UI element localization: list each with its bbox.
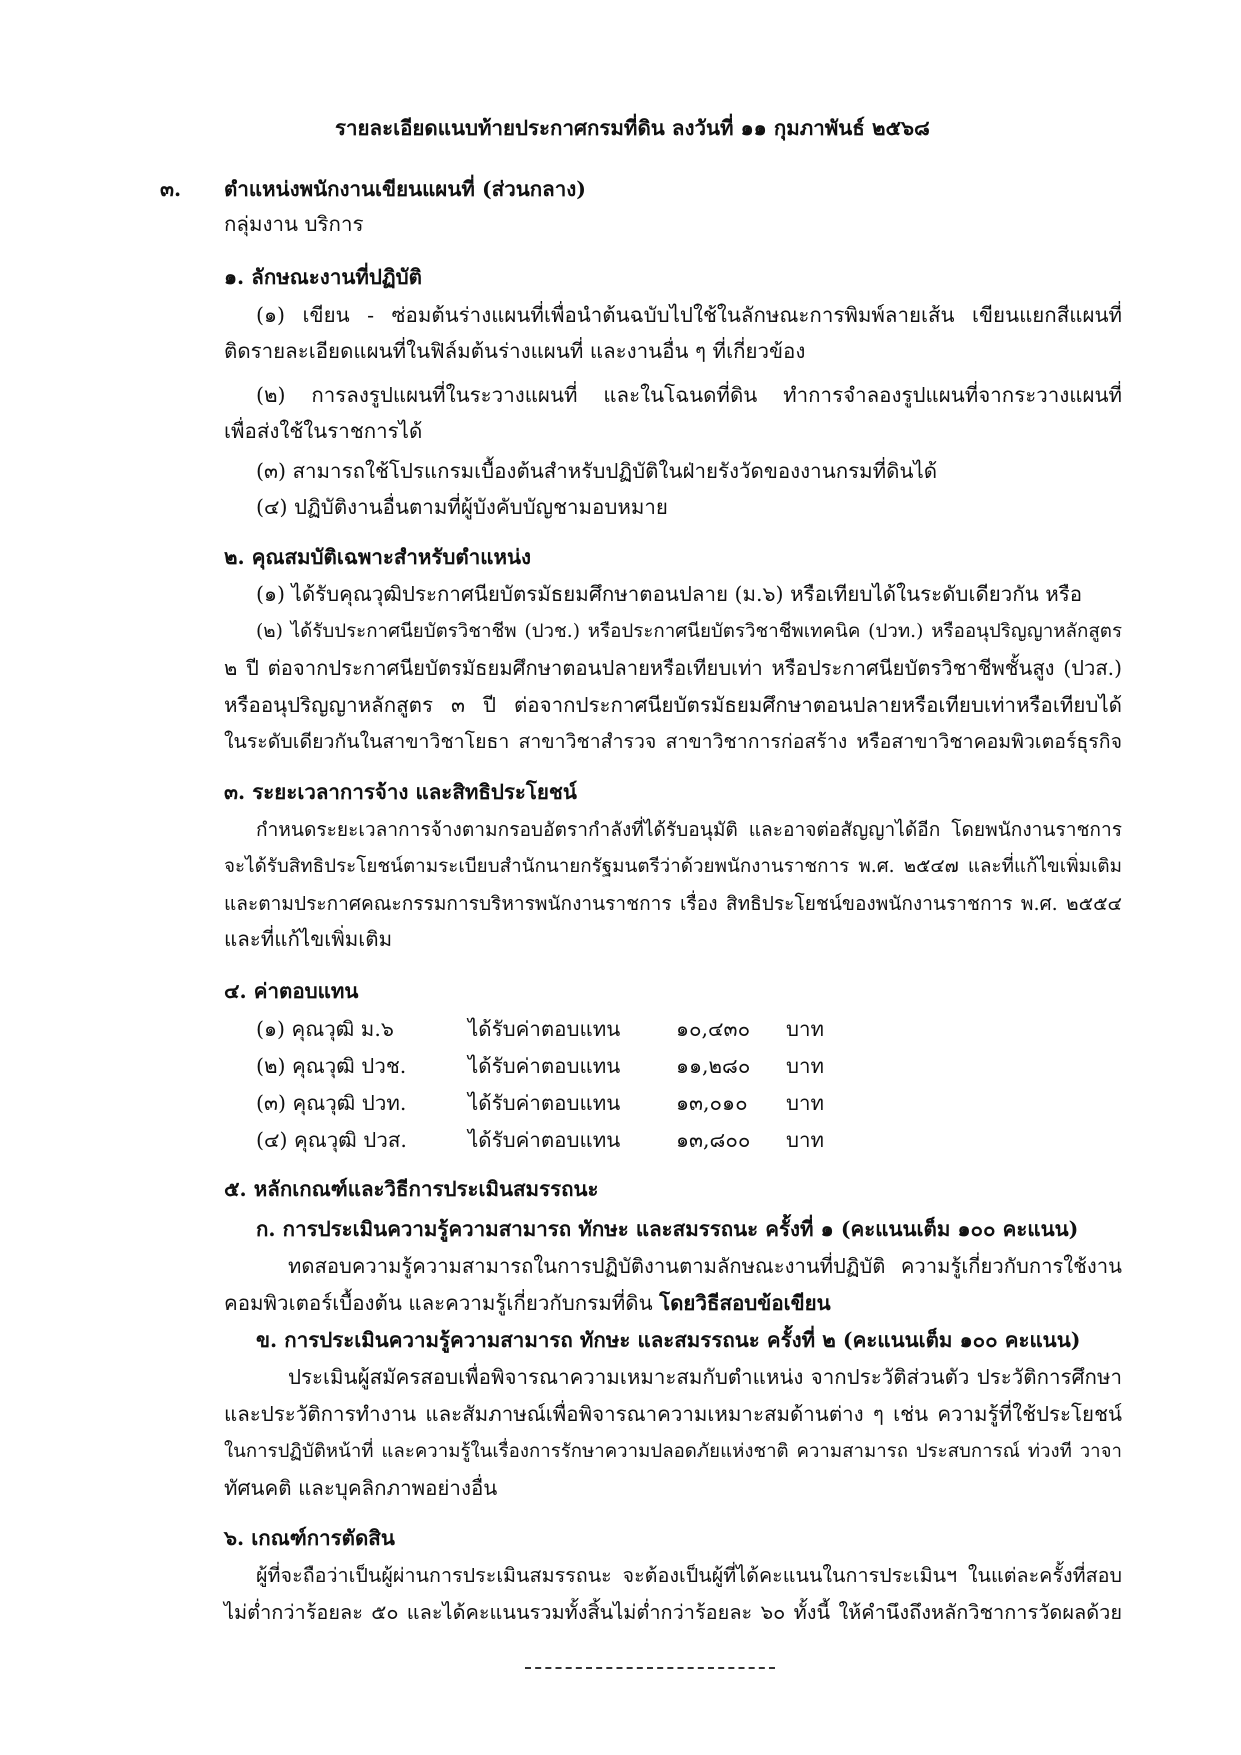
pay-qualification: (๓) คุณวุฒิ ปวท.: [256, 1091, 407, 1115]
section-5b-para-line-1: ประเมินผู้สมัครสอบเพื่อพิจารณาความเหมาะสมกับตำแหน่ง จากประวัติส่วนตัว ประวัติการศึกษา: [288, 1365, 1122, 1389]
section-1-heading: ๑. ลักษณะงานที่ปฏิบัติ: [224, 265, 422, 289]
section-1-item-3: (๓) สามารถใช้โปรแกรมเบื้องต้นสำหรับปฏิบัติในฝ่ายรังวัดของงานกรมที่ดินได้: [256, 459, 938, 483]
position-number: ๓.: [160, 177, 182, 201]
document-header: รายละเอียดแนบท้ายประกาศกรมที่ดิน ลงวันที่ ๑๑ กุมภาพันธ์ ๒๕๖๘: [335, 116, 930, 140]
section-3-heading: ๓. ระยะเวลาการจ้าง และสิทธิประโยชน์: [224, 780, 577, 804]
pay-unit: บาท: [786, 1128, 825, 1152]
pay-row: [256, 1123, 1056, 1159]
end-divider: [525, 1667, 775, 1669]
section-5a-heading: ก. การประเมินความรู้ความสามารถ ทักษะ และสมรรถนะ ครั้งที่ ๑ (คะแนนเต็ม ๑๐๐ คะแนน): [256, 1217, 1079, 1241]
section-2-item-2-line-2: ๒ ปี ต่อจากประกาศนียบัตรมัธยมศึกษาตอนปลายหรือเทียบเท่า หรือประกาศนียบัตรวิชาชีพชั้นสูง (ปวส.): [224, 656, 1122, 680]
section-1-item-2-line-2: เพื่อส่งใช้ในราชการได้: [224, 419, 423, 443]
written-exam-method: โดยวิธีสอบข้อเขียน: [659, 1291, 831, 1315]
section-2-heading: ๒. คุณสมบัติเฉพาะสำหรับตำแหน่ง: [224, 545, 532, 569]
pay-row: [256, 1012, 1056, 1048]
pay-qualification: (๔) คุณวุฒิ ปวส.: [256, 1128, 407, 1152]
section-5a-para-line-1: ทดสอบความรู้ความสามารถในการปฏิบัติงานตามลักษณะงานที่ปฏิบัติ ความรู้เกี่ยวกับการใช้งาน: [288, 1254, 1122, 1278]
pay-amount: ๑๓,๐๑๐: [676, 1091, 748, 1115]
section-4-heading: ๔. ค่าตอบแทน: [224, 979, 359, 1003]
section-3-para-line-3: และตามประกาศคณะกรรมการบริหารพนักงานราชการ เรื่อง สิทธิประโยชน์ของพนักงานราชการ พ.ศ. ๒๕๕๔: [224, 892, 1122, 915]
section-1-item-1-line-1: (๑) เขียน - ซ่อมต้นร่างแผนที่เพื่อนำต้นฉบับไปใช้ในลักษณะการพิมพ์ลายเส้น เขียนแยกสีแผนที่: [256, 303, 1122, 327]
section-2-item-2-line-4: ในระดับเดียวกันในสาขาวิชาโยธา สาขาวิชาสำรวจ สาขาวิชาการก่อสร้าง หรือสาขาวิชาคอมพิวเตอร์ธุรกิจ: [224, 730, 1122, 753]
section-5-heading: ๕. หลักเกณฑ์และวิธีการประเมินสมรรถนะ: [224, 1177, 599, 1201]
section-3-para-line-2: จะได้รับสิทธิประโยชน์ตามระเบียบสำนักนายกรัฐมนตรีว่าด้วยพนักงานราชการ พ.ศ. ๒๕๔๗ และที่แก้ไขเพิ่มเติม: [224, 856, 1122, 877]
section-5b-para-line-3: ในการปฏิบัติหน้าที่ และความรู้ในเรื่องการรักษาความปลอดภัยแห่งชาติ ความสามารถ ประสบการณ์ ท่วงที วาจา: [224, 1441, 1122, 1462]
section-5b-para-line-4: ทัศนคติ และบุคลิกภาพอย่างอื่น: [224, 1476, 498, 1500]
section-6-heading: ๖. เกณฑ์การตัดสิน: [224, 1526, 395, 1550]
pay-amount: ๑๑,๒๘๐: [676, 1054, 751, 1078]
section-6-para-line-1: ผู้ที่จะถือว่าเป็นผู้ผ่านการประเมินสมรรถนะ จะต้องเป็นผู้ที่ได้คะแนนในการประเมินฯ ในแต่ละครั้งที่สอบ: [256, 1564, 1122, 1587]
pay-amount: ๑๓,๘๐๐: [676, 1128, 751, 1152]
pay-amount: ๑๐,๔๓๐: [676, 1017, 751, 1041]
pay-label: ได้รับค่าตอบแทน: [468, 1091, 621, 1115]
pay-unit: บาท: [786, 1017, 825, 1041]
section-5b-heading: ข. การประเมินความรู้ความสามารถ ทักษะ และสมรรถนะ ครั้งที่ ๒ (คะแนนเต็ม ๑๐๐ คะแนน): [256, 1328, 1081, 1352]
section-6-para-line-2: ไม่ต่ำกว่าร้อยละ ๕๐ และได้คะแนนรวมทั้งสิ้นไม่ต่ำกว่าร้อยละ ๖๐ ทั้งนี้ ให้คำนึงถึงหลักวิชาการวัดผลด้วย: [224, 1601, 1122, 1624]
pay-unit: บาท: [786, 1091, 825, 1115]
section-3-para-line-1: กำหนดระยะเวลาการจ้างตามกรอบอัตรากำลังที่ได้รับอนุมัติ และอาจต่อสัญญาได้อีก โดยพนักงานราชการ: [256, 818, 1122, 841]
section-1-item-2-line-1: (๒) การลงรูปแผนที่ในระวางแผนที่ และในโฉนดที่ดิน ทำการจำลองรูปแผนที่จากระวางแผนที่: [256, 383, 1122, 407]
pay-unit: บาท: [786, 1054, 825, 1078]
pay-label: ได้รับค่าตอบแทน: [468, 1017, 621, 1041]
pay-row: [256, 1049, 1056, 1085]
pay-row: [256, 1086, 1056, 1122]
position-group: กลุ่มงาน บริการ: [224, 212, 364, 236]
section-1-item-4: (๔) ปฏิบัติงานอื่นตามที่ผู้บังคับบัญชามอบหมาย: [256, 495, 668, 519]
pay-label: ได้รับค่าตอบแทน: [468, 1054, 621, 1078]
section-1-item-1-line-2: ติดรายละเอียดแผนที่ในฟิล์มต้นร่างแผนที่ และงานอื่น ๆ ที่เกี่ยวข้อง: [224, 339, 806, 363]
section-2-item-2-line-1: (๒) ได้รับประกาศนียบัตรวิชาชีพ (ปวช.) หรือประกาศนียบัตรวิชาชีพเทคนิค (ปวท.) หรืออนุปริญญาหลักสูตร: [256, 621, 1122, 642]
pay-qualification: (๑) คุณวุฒิ ม.๖: [256, 1017, 394, 1041]
position-title: ตำแหน่งพนักงานเขียนแผนที่ (ส่วนกลาง): [224, 177, 586, 201]
section-5b-para-line-2: และประวัติการทำงาน และสัมภาษณ์เพื่อพิจารณาความเหมาะสมด้านต่าง ๆ เช่น ความรู้ที่ใช้ประโยชน์: [224, 1402, 1122, 1426]
pay-qualification: (๒) คุณวุฒิ ปวช.: [256, 1054, 407, 1078]
section-5a-para-line-2: [224, 1286, 831, 1321]
section-2-item-1: (๑) ได้รับคุณวุฒิประกาศนียบัตรมัธยมศึกษาตอนปลาย (ม.๖) หรือเทียบได้ในระดับเดียวกัน หรือ: [256, 582, 1083, 606]
section-5a-para-text: คอมพิวเตอร์เบื้องต้น และความรู้เกี่ยวกับกรมที่ดิน: [224, 1291, 660, 1315]
pay-label: ได้รับค่าตอบแทน: [468, 1128, 621, 1152]
section-2-item-2-line-3: หรืออนุปริญญาหลักสูตร ๓ ปี ต่อจากประกาศนียบัตรมัธยมศึกษาตอนปลายหรือเทียบเท่าหรือเทียบได้: [224, 693, 1122, 717]
section-3-para-line-4: และที่แก้ไขเพิ่มเติม: [224, 927, 393, 951]
